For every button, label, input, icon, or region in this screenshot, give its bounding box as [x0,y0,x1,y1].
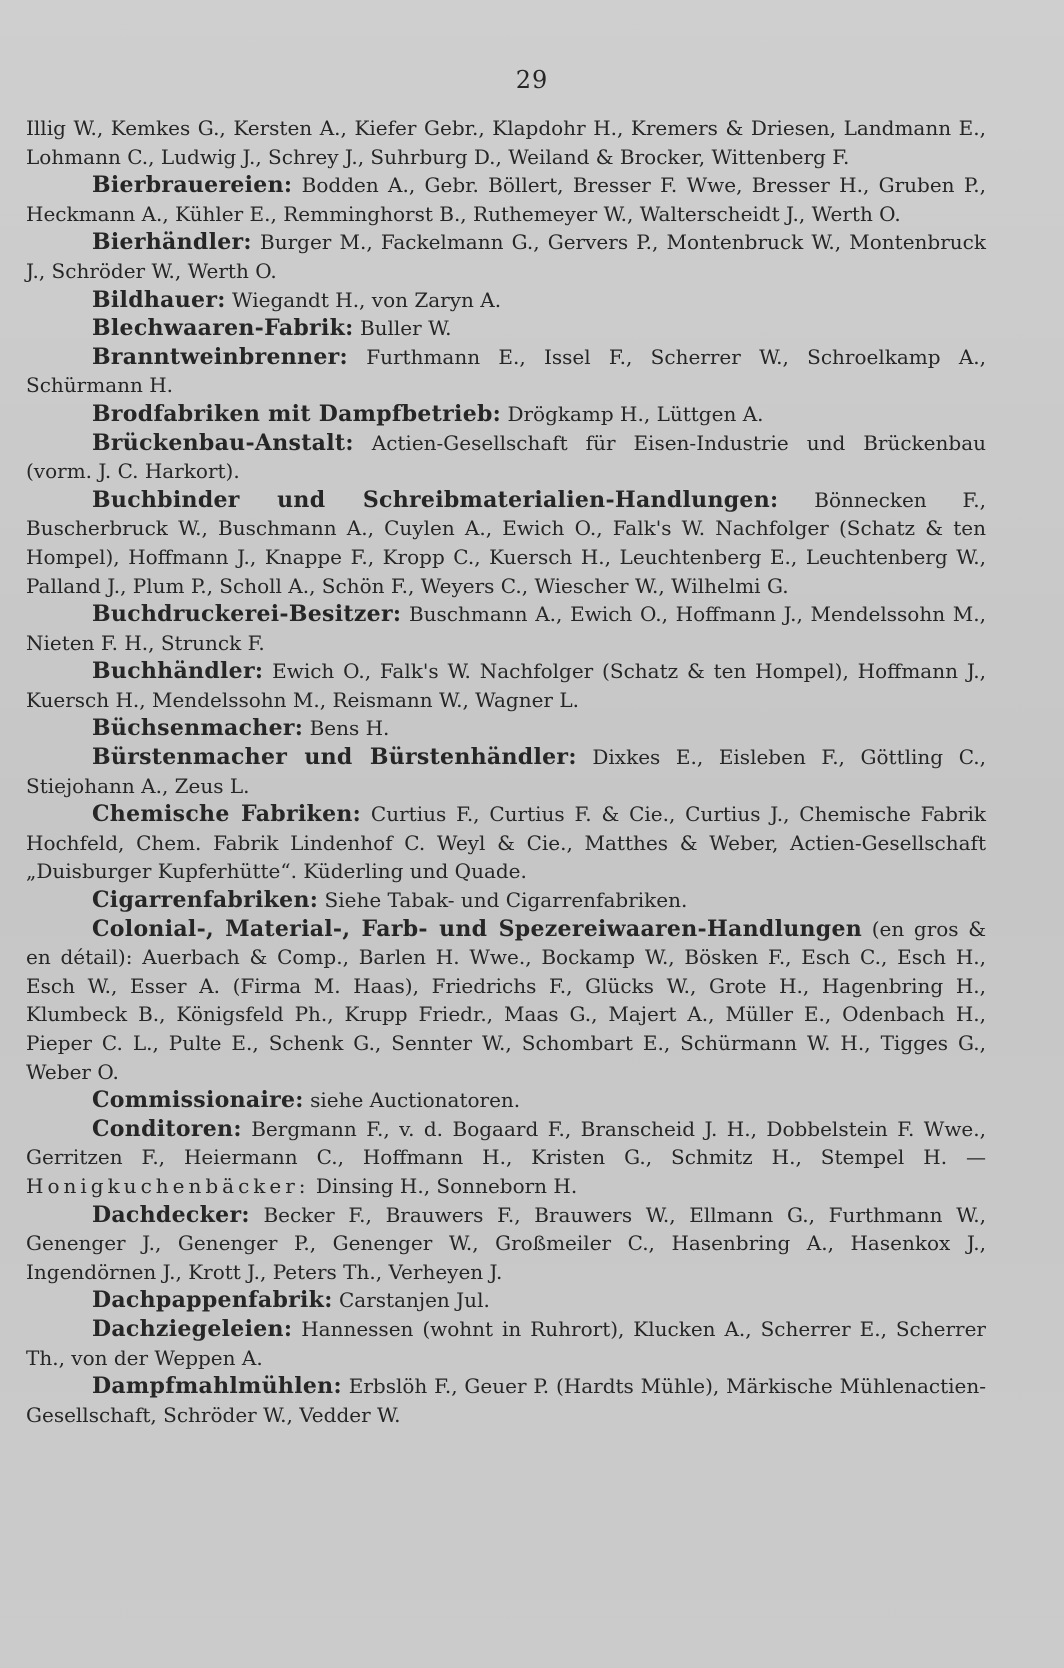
entry-heading: Dachziegeleien: [92,1315,293,1342]
entry-text-tail: Dinsing H., Sonneborn H. [315,1173,578,1198]
entry-text: Buschmann A., Ewich O., Hoffmann J., Mendelssohn M., Nieten F. H., Strunck F. [26,602,986,655]
entry-dampfmahlmuehlen [26,1372,986,1429]
entry-text: Becker F., Brauwers F., Brauwers W., Ellmann G., Furthmann W., Genenger J., Genenger P., Genenger W., Großmeiler C., Hasenbring A., Hasenkox J., Ingendörnen J., Krott J., Peters Th., Verheyen J. [26,1202,987,1284]
entry-heading: Brückenbau-Anstalt: [92,429,354,456]
entry-dachdecker [26,1201,986,1287]
entry-heading: Buchhändler: [92,658,264,685]
entry-buchbinder [26,486,986,600]
entry-heading: Blechwaaren-Fabrik: [92,315,354,342]
entry-text: Carstanjen Jul. [339,1288,490,1313]
entry-heading: Bürstenmacher und Bürstenhändler: [92,744,577,771]
entry-text: Drögkamp H., Lüttgen A. [507,401,764,426]
entry-heading: Commissionaire: [92,1087,304,1114]
entry-text: Furthmann E., Issel F., Scherrer W., Schroelkamp A., Schürmann H. [26,344,986,398]
entry-text: Dixkes E., Eisleben F., Göttling C., Stiejohann A., Zeus L. [26,745,986,798]
entry-continuation [26,114,986,171]
entry-heading: Conditoren: [92,1115,242,1142]
entry-commissionaire [26,1086,986,1115]
entry-heading: Brodfabriken mit Dampfbetrieb: [92,400,502,427]
entry-heading: Büchsenmacher: [92,715,304,742]
entry-heading: Dachdecker: [92,1201,250,1228]
entry-text: Actien-Gesellschaft für Eisen-Industrie und Brückenbau (vorm. J. C. Harkort). [26,430,986,484]
entry-text: Illig W., Kemkes G., Kersten A., Kiefer Gebr., Klapdohr H., Kremers & Driesen, Landmann E., Lohmann C., Ludwig J., Schrey J., Suhrburg D., Weiland & Brocker, Wittenberg F. [26,116,986,169]
entry-heading: Bildhauer: [92,286,226,313]
entry-chemische-fabriken [26,800,986,886]
entry-bierhaendler [26,228,986,285]
entry-text: Wiegandt H., von Zaryn A. [232,287,502,312]
entry-dachpappenfabrik [26,1286,986,1315]
entry-heading: Chemische Fabriken: [92,801,362,828]
entry-text: Erbslöh F., Geuer P. (Hardts Mühle), Märkische Mühlenactien-Gesellschaft, Schröder W., Vedder W. [26,1374,986,1427]
entry-conditoren [26,1115,986,1201]
entry-text: siehe Auctionatoren. [310,1088,521,1113]
entry-heading: Dachpappenfabrik: [92,1287,333,1314]
entry-branntweinbrenner [26,343,986,400]
entry-heading: Branntweinbrenner: [92,343,348,370]
entry-text: Curtius F., Curtius F. & Cie., Curtius J., Chemische Fabrik Hochfeld, Chem. Fabrik Lindenhof C. Weyl & Cie., Matthes & Weber, Actien-Gesellschaft „Duisburger Kupferhütte“. Küderling und Quade. [26,802,986,884]
entry-text: Hannessen (wohnt in Ruhrort), Klucken A., Scherrer E., Scherrer Th., von der Weppen A. [26,1316,986,1370]
entry-bildhauer [26,286,986,315]
page-number: 29 [515,66,549,94]
entry-text: Bens H. [309,716,390,741]
entry-colonialwaaren [26,915,986,1087]
entry-buchhaendler [26,657,986,714]
entry-text: Bönnecken F., Buscherbruck W., Buschmann A., Cuylen A., Ewich O., Falk's W. Nachfolger (Schatz & ten Hompel), Hoffmann J., Knappe F., Kropp C., Kuersch H., Leuchtenberg E., Leuchtenberg W., Palland J., Plum P., Scholl A., Schön F., Weyers C., Wiescher W., Wilhelmi G. [26,487,986,598]
entry-text: Siehe Tabak- und Cigarrenfabriken. [324,888,688,913]
entry-heading: Colonial-, Material-, Farb- und Spezereiwaaren-Handlungen [92,915,863,942]
entry-text: Buller W. [359,316,452,341]
entry-dachziegeleien [26,1315,986,1372]
entry-heading: Buchbinder und Schreibmaterialien-Handlungen: [92,486,779,513]
entry-heading: Dampfmahlmühlen: [92,1373,342,1400]
entry-buerstenmacher [26,743,986,800]
entry-text: Bodden A., Gebr. Böllert, Bresser F. Wwe, Bresser H., Gruben P., Heckmann A., Kühler E., Remminghorst B., Ruthemeyer W., Walterscheidt J., Werth O. [26,173,987,226]
entry-subheading: Honigkuchenbäcker: [26,1173,310,1198]
entry-text: Ewich O., Falk's W. Nachfolger (Schatz & ten Hompel), Hoffmann J., Kuersch H., Mendelssohn M., Reismann W., Wagner L. [26,659,986,712]
entry-heading: Bierbrauereien: [92,172,293,199]
directory-entries [26,114,986,1429]
entry-buchdruckerei [26,600,986,657]
entry-text: Burger M., Fackelmann G., Gervers P., Montenbruck W., Montenbruck J., Schröder W., Werth O. [26,230,986,283]
entry-text: (en gros & en détail): Auerbach & Comp., Barlen H. Wwe., Bockamp W., Bösken F., Esch C., Esch H., Esch W., Esser A. (Firma M. Haas), Friedrichs F., Glücks W., Grote H., Hagenbring H., Klumbeck B., Königsfeld Ph., Krupp Friedr., Maas G., Majert A., Müller E., Odenbach H., Pieper C. L., Pulte E., Schenk G., Sennter W., Schombart E., Schürmann W. H., Tigges G., Weber O. [26,916,986,1084]
entry-brueckenbau-anstalt [26,429,986,486]
entry-heading: Bierhändler: [92,229,252,256]
entry-bierbrauereien [26,171,986,228]
entry-buechsenmacher [26,714,986,743]
entry-text: Bergmann F., v. d. Bogaard F., Branscheid J. H., Dobbelstein F. Wwe., Gerritzen F., Heiermann C., Hoffmann H., Kristen G., Schmitz H., Stempel H. — [26,1116,986,1170]
entry-brodfabriken [26,400,986,429]
entry-heading: Cigarrenfabriken: [92,887,319,914]
entry-cigarrenfabriken [26,886,986,915]
entry-blechwaaren-fabrik [26,314,986,343]
entry-heading: Buchdruckerei-Besitzer: [92,601,402,628]
